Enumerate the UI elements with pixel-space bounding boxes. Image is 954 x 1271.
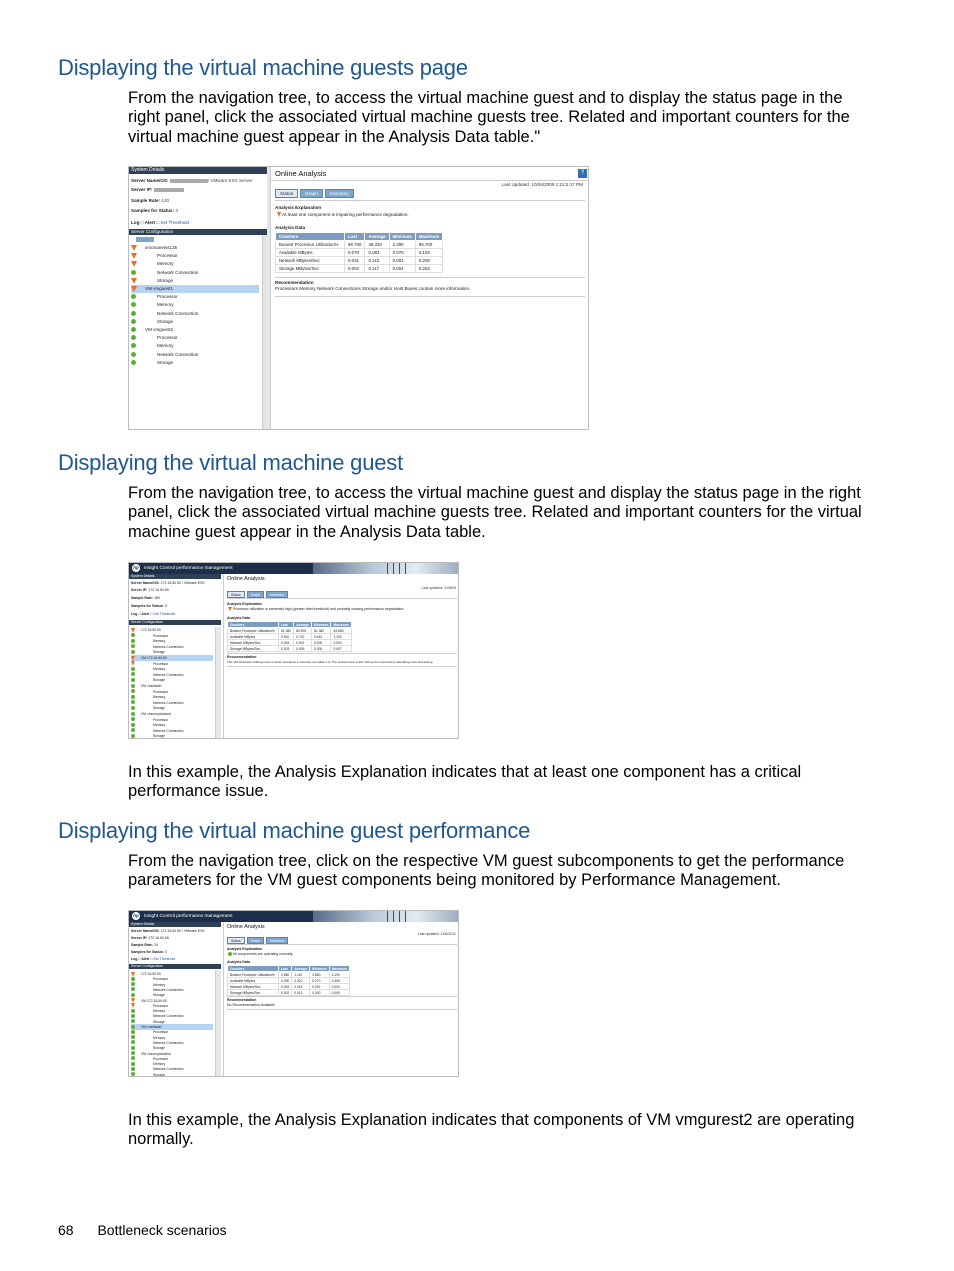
ok-icon	[131, 1019, 135, 1023]
samples-status-field: Samples for Status: 3	[131, 604, 167, 608]
ok-icon	[131, 1025, 135, 1029]
tree-node-label: Processor	[153, 1056, 169, 1061]
set-threshold-link[interactable]: Set Threshold	[160, 220, 189, 225]
analysis-data-label: Analysis Data	[227, 960, 250, 964]
divider	[227, 653, 457, 654]
column-header[interactable]: Last	[345, 233, 365, 241]
tab-inventory[interactable]: Inventory	[325, 189, 354, 198]
tree-node-label: Network Connection	[153, 1040, 184, 1045]
ok-icon	[131, 1040, 135, 1044]
banner-image	[313, 911, 459, 922]
tab-graph[interactable]: Graph	[300, 189, 323, 198]
ok-icon	[131, 695, 135, 699]
warning-icon	[131, 278, 137, 284]
tree-node[interactable]	[131, 277, 259, 285]
column-header[interactable]: Counters	[228, 966, 279, 972]
recommendation-label: Recommendation	[227, 655, 257, 659]
tree-node-label: 172.16.60.50	[141, 628, 161, 632]
screenshot-vm-guest	[128, 562, 459, 739]
last-updated: Last updated: 11/6/09	[421, 586, 456, 590]
column-header[interactable]: Minimum	[389, 233, 415, 241]
section-note: In this example, the Analysis Explanation indicates that at least one component has a critical performance issue.	[128, 763, 802, 801]
column-header[interactable]: Last	[279, 966, 292, 972]
ok-icon	[131, 1056, 135, 1060]
tab-graph[interactable]: Graph	[247, 591, 264, 598]
recommendation-label: Recommendation	[227, 998, 257, 1002]
column-header[interactable]: Counters	[228, 622, 279, 628]
ok-icon	[131, 712, 135, 716]
ok-icon	[131, 993, 135, 997]
tree-node-label: Network Connection	[153, 1067, 184, 1072]
page-footer	[58, 1222, 247, 1238]
tree-node[interactable]	[131, 244, 259, 252]
ok-icon	[131, 1046, 135, 1050]
analysis-explanation-label: Analysis Explanation	[227, 602, 263, 606]
analysis-explanation: At least one component is impairing performance degradation.	[277, 212, 409, 217]
tree-node-label: Memory	[157, 261, 174, 267]
tree-node-label: Processor	[153, 1030, 169, 1035]
analysis-data-table	[227, 621, 352, 652]
banner-title: Insight Control performance management	[144, 914, 233, 919]
tree-node[interactable]	[131, 269, 259, 277]
tree-node[interactable]	[131, 285, 259, 293]
table-row: Storage MBytes/Sec 0.003 0.009 0.003 0.007	[228, 646, 352, 652]
banner-title: Insight Control performance management	[144, 566, 233, 571]
help-icon[interactable]: ?	[578, 169, 587, 178]
column-header[interactable]: Maximum	[329, 966, 349, 972]
divider	[227, 996, 457, 997]
ok-icon	[131, 327, 136, 332]
app-banner	[129, 563, 459, 574]
tab-status[interactable]: Status	[275, 189, 298, 198]
tab-inventory[interactable]: Inventory	[266, 591, 288, 598]
log-alert-row: Log □ Alert □ Set Threshold	[131, 220, 189, 225]
analysis-data-table	[275, 232, 443, 273]
system-details-panel	[129, 574, 221, 738]
log-alert-row: Log □ Alert □ Set Threshold	[131, 612, 176, 616]
ok-icon	[131, 294, 136, 299]
tree-node[interactable]	[131, 359, 259, 367]
tree-node-label: Storage	[157, 277, 174, 283]
ok-icon	[131, 319, 136, 324]
column-header[interactable]: Minimum	[311, 622, 330, 628]
column-header[interactable]: Counters	[276, 233, 345, 241]
ok-icon	[131, 987, 135, 991]
tree-node-label: VM vmcompdoctest	[141, 1051, 171, 1056]
tree-scrollbar[interactable]	[262, 235, 267, 430]
tree-node-label: Processor	[153, 661, 169, 666]
ok-icon	[131, 633, 135, 637]
tree-node[interactable]	[131, 351, 259, 359]
tab-bar	[275, 189, 354, 198]
tree-node-label: Memory	[157, 302, 174, 308]
tree-node-label: Memory	[153, 1035, 166, 1040]
column-header[interactable]: Maximum	[331, 622, 351, 628]
ok-icon	[131, 1062, 135, 1066]
analysis-explanation: Processor utilization is extremely high (greater than threshold) and probably causing performance degradation.	[228, 607, 404, 611]
tree-node-label: Storage	[153, 650, 165, 655]
table-row: Available MBytes 0.070 0.083 0.070 0.103	[276, 249, 443, 257]
tree-node[interactable]	[131, 326, 259, 334]
analysis-explanation-label: Analysis Explanation	[275, 205, 322, 210]
tree-node-label: 172.16.60.50	[141, 972, 161, 976]
alert-checkbox-label[interactable]: Alert	[144, 220, 156, 225]
tree-node-label: Memory	[153, 667, 166, 672]
table-row: Busiest Processor Utilization% 81.380 83.900 81.380 83.850	[228, 628, 352, 634]
tree-node[interactable]	[131, 318, 259, 326]
server-ip-field: Server IP: 172.16.60.65	[131, 936, 169, 940]
tree-node-label: Processor	[157, 335, 178, 341]
tab-graph[interactable]: Graph	[247, 937, 264, 944]
tree-scrollbar[interactable]	[215, 627, 221, 738]
ok-icon	[131, 270, 136, 275]
ok-icon	[131, 728, 135, 732]
tree-node-label: vmonanews135	[145, 245, 178, 250]
section-heading: Displaying the virtual machine guests page	[58, 55, 468, 80]
divider	[227, 944, 457, 945]
panel-title: Online Analysis	[227, 924, 265, 930]
warning-icon	[131, 245, 137, 251]
tab-status[interactable]: Status	[227, 937, 245, 944]
ok-icon	[131, 689, 135, 693]
table-row: Storage MBytes/Sec 0.004 0.117 0.004 0.252	[276, 265, 443, 273]
server-ip-field: Server IP: 172.16.60.65	[131, 588, 169, 592]
section-body: From the navigation tree, to access the virtual machine guest and to display the status page in the right panel, click the associated virtual machine guests tree. Related and important counters for the virtual machine guest appear in the Analysis Data table."	[128, 89, 850, 146]
system-details-header: System Details	[129, 574, 221, 579]
ok-icon	[131, 1009, 135, 1013]
divider	[227, 666, 457, 667]
tree-node-label: VM vmcitadel	[141, 1025, 162, 1029]
tab-bar	[227, 937, 288, 944]
ok-icon	[228, 952, 232, 956]
warning-icon	[131, 286, 137, 292]
system-details-header: System Details	[129, 167, 267, 174]
tab-inventory[interactable]: Inventory	[266, 937, 288, 944]
column-header[interactable]: Maximum	[415, 233, 442, 241]
online-analysis-panel	[270, 167, 589, 429]
analysis-data-table	[227, 965, 350, 996]
screenshot-vm-guest-performance	[128, 910, 459, 1077]
ok-icon	[131, 684, 135, 688]
tree-node-label: Storage	[153, 706, 165, 711]
ok-icon	[131, 706, 135, 710]
table-row: Network MBytes/Sec 0.004 0.002 0.000 0.004	[228, 640, 352, 646]
table-row: Network MBytes/Sec 0.004 0.002 0.002 0.004	[228, 984, 350, 990]
ok-icon	[131, 700, 135, 704]
ok-icon	[131, 352, 136, 357]
tree-node-label: Processor	[153, 1003, 169, 1008]
server-configuration-header: Server Configuration	[129, 964, 221, 969]
tree-node[interactable]	[131, 260, 259, 268]
ok-icon	[131, 1072, 135, 1076]
ok-icon	[131, 672, 135, 676]
ok-icon	[131, 678, 135, 682]
tree-node-label: VM vmguest2	[145, 327, 174, 332]
ok-icon	[131, 360, 136, 365]
ok-icon	[131, 667, 135, 671]
ok-icon	[131, 734, 135, 738]
tree-toolbar[interactable]	[136, 237, 154, 242]
recommendation-label: Recommendation	[275, 280, 314, 285]
section-body: From the navigation tree, click on the respective VM guest subcomponents to get the performance parameters for the VM guest components being monitored by Performance Management.	[128, 852, 845, 890]
samples-status-field: Samples for Status: 3	[131, 208, 178, 213]
column-header[interactable]: Last	[279, 622, 294, 628]
divider	[227, 1009, 457, 1010]
tree-node-label: Storage	[153, 1046, 165, 1051]
server-name-field: Server Name/OS: 172.16.60.50 / VMware ESX	[131, 581, 205, 585]
ok-icon	[131, 1067, 135, 1071]
sample-rate-field: Sample Rate: 120	[131, 198, 170, 203]
column-header[interactable]: Average	[365, 233, 389, 241]
server-configuration-header: Server Configuration	[129, 620, 221, 625]
tree-scrollbar[interactable]	[215, 970, 221, 1076]
tree-node-label: Network Connection	[153, 987, 184, 992]
divider	[275, 200, 585, 201]
chapter-title: Bottleneck scenarios	[97, 1222, 227, 1238]
warning-icon	[277, 212, 281, 217]
samples-status-field: Samples for Status: 3	[131, 950, 167, 954]
tree-node-label: Processor	[157, 294, 178, 300]
table-row: Busiest Processor Utilization% 3.860 1.110 3.860 3.190	[228, 972, 350, 978]
divider	[275, 296, 585, 297]
ok-icon	[131, 1035, 135, 1039]
tree-node-label: Storage	[153, 678, 165, 683]
tree-node-label: Network Connection	[157, 310, 199, 316]
server-name-field: Server Name/OS: 172.16.60.50 / VMware ESX	[131, 929, 205, 933]
ok-icon	[131, 302, 136, 307]
analysis-data-label: Analysis Data	[275, 225, 306, 230]
hp-logo-icon: hp	[133, 565, 139, 570]
system-details-panel	[129, 922, 221, 1076]
tree-node-label: Processor	[153, 977, 169, 982]
analysis-explanation: All components are operating normally.	[228, 952, 293, 956]
recommendation: This VM should be utilizing more or fewer resources it currently can utilize it is. The performance of this VM can be improved by allocating more processing.	[227, 660, 434, 664]
table-row: Available MBytes 0.810 0.720 0.610 1.200	[228, 634, 352, 640]
divider	[227, 598, 457, 599]
warning-icon	[131, 261, 137, 267]
table-row: Storage MBytes/Sec 0.002 0.012 0.000 0.005	[228, 990, 350, 996]
tree-node-label: Storage	[153, 1072, 165, 1077]
panel-title: Online Analysis	[271, 167, 589, 181]
analysis-data-label: Analysis Data	[227, 616, 250, 620]
hp-logo-icon: hp	[133, 913, 139, 918]
warning-icon	[131, 253, 137, 259]
ok-icon	[131, 644, 135, 648]
server-configuration-header: Server Configuration	[129, 229, 267, 235]
online-analysis-panel	[223, 574, 458, 738]
tree-node-label: Network Connection	[157, 269, 199, 275]
tree-node[interactable]	[131, 334, 259, 342]
ok-icon	[131, 1030, 135, 1034]
tree-node-label: Memory	[153, 982, 166, 987]
tree-node-label: Processor	[157, 253, 178, 259]
ok-icon	[131, 1014, 135, 1018]
set-threshold-link[interactable]: Set Threshold	[153, 612, 176, 616]
system-details-panel	[129, 167, 267, 430]
log-alert-row: Log □ Alert □ Set Threshold	[131, 957, 176, 961]
section-body: From the navigation tree, to access the virtual machine guest and display the status page in the right panel, click the associated virtual machine guests tree. Related and important counters for the virtual machine guest appear in the Analysis Data table.	[128, 484, 862, 541]
alert-checkbox-label[interactable]: Alert	[141, 612, 150, 616]
tree-node-label: Network Connection	[153, 672, 184, 677]
tree-node[interactable]	[131, 342, 259, 350]
section-heading: Displaying the virtual machine guest	[58, 450, 403, 475]
ok-icon	[131, 723, 135, 727]
tree-node-label: Storage	[157, 359, 174, 365]
set-threshold-link[interactable]: Set Threshold	[153, 957, 176, 961]
banner-image	[313, 563, 459, 574]
tree-node-label: VM vmcompdoctest	[141, 712, 171, 716]
ok-icon	[131, 1051, 135, 1055]
app-banner	[129, 911, 459, 922]
table-header-row	[276, 233, 443, 241]
page-number: 68	[58, 1222, 74, 1238]
tree-node-label: Processor	[153, 689, 169, 694]
table-row: Network MBytes/Sec 0.031 0.113 0.001 0.205	[276, 257, 443, 265]
tree-node-label: Processor	[153, 717, 169, 722]
system-details-header: System Details	[129, 922, 221, 927]
tree-node-label: VM 172.16.60.50	[141, 656, 167, 660]
tree-node-label: Memory	[153, 723, 166, 728]
tree-node-label: Memory	[153, 1009, 166, 1014]
table-row: Available MBytes 0.290 0.310 0.270 0.350	[228, 978, 350, 984]
panel-title: Online Analysis	[227, 576, 265, 582]
tree-node-label: Network Connection	[153, 700, 184, 705]
tree-node[interactable]	[131, 733, 213, 739]
warning-icon	[228, 607, 232, 611]
tree-node-label: Network Connection	[153, 644, 184, 649]
last-updated: Last Updated: 10/26/2009 1:21:5:17 PM	[501, 182, 583, 187]
ok-icon	[131, 977, 135, 981]
tree-node-label: Network Connection	[153, 728, 184, 733]
tree-node[interactable]	[131, 310, 259, 318]
sample-rate-field: Sample Rate: 180	[131, 596, 161, 600]
last-updated: Last updated: 11/6/2011	[417, 932, 456, 936]
section-heading: Displaying the virtual machine guest performance	[58, 818, 531, 843]
tree-node-label: Storage	[157, 318, 174, 324]
tree-node-label: Processor	[153, 633, 169, 638]
recommendation: Processors Memory Network Connections Storage and/or Host Buses contain more information.	[275, 286, 471, 291]
recommendation: No Recommendation Available	[227, 1003, 275, 1007]
tree-node-label: Network Connection	[157, 351, 199, 357]
tab-status[interactable]: Status	[227, 591, 245, 598]
tree-node-label: Storage	[153, 1019, 165, 1024]
ok-icon	[131, 650, 135, 654]
analysis-explanation-label: Analysis Explanation	[227, 947, 263, 951]
ok-icon	[131, 335, 136, 340]
tree-node-label: Memory	[153, 639, 166, 644]
table-row: Busiest Processor Utilization% 96.700 49.333 2.390 96.700	[276, 241, 443, 249]
tree-node-label: VM vmguest1	[145, 286, 174, 291]
tree-node-label: Memory	[153, 1062, 166, 1067]
sample-rate-field: Sample Rate: 24	[131, 943, 159, 947]
divider	[275, 277, 585, 278]
tree-node-label: Memory	[153, 695, 166, 700]
log-checkbox-label[interactable]: Log	[131, 957, 138, 961]
tab-bar	[227, 591, 288, 598]
column-header[interactable]: Minimum	[310, 966, 329, 972]
log-checkbox-label[interactable]: Log	[131, 612, 138, 616]
tree-node[interactable]	[131, 1072, 213, 1077]
server-ip-field: Server IP:	[131, 187, 184, 192]
tree-node-label: Storage	[153, 734, 165, 739]
tree-node-label: VM vmcitadel	[141, 684, 162, 688]
tree-node-label: Network Connection	[153, 1014, 184, 1019]
ok-icon	[131, 343, 136, 348]
tree-node-label: Storage	[153, 993, 165, 998]
screenshot-vm-guests-page	[128, 166, 589, 430]
tree-node-label: VM 172.16.60.50	[141, 998, 167, 1003]
tree-node-label: Memory	[157, 343, 174, 349]
ok-icon	[131, 982, 135, 986]
tree-node[interactable]	[131, 301, 259, 309]
server-name-field: Server Name/OS: / VMware ESX Server	[131, 178, 253, 183]
column-header[interactable]: Average	[292, 966, 310, 972]
ok-icon	[131, 311, 136, 316]
ok-icon	[131, 717, 135, 721]
section-note: In this example, the Analysis Explanation indicates that components of VM vmgurest2 are operating normally.	[128, 1111, 855, 1149]
alert-checkbox-label[interactable]: Alert	[141, 957, 150, 961]
tree-node[interactable]	[131, 252, 259, 260]
ok-icon	[131, 639, 135, 643]
online-analysis-panel	[223, 922, 458, 1076]
log-checkbox-label[interactable]: Log	[131, 220, 140, 225]
tree-node[interactable]	[131, 293, 259, 301]
column-header[interactable]: Average	[294, 622, 312, 628]
